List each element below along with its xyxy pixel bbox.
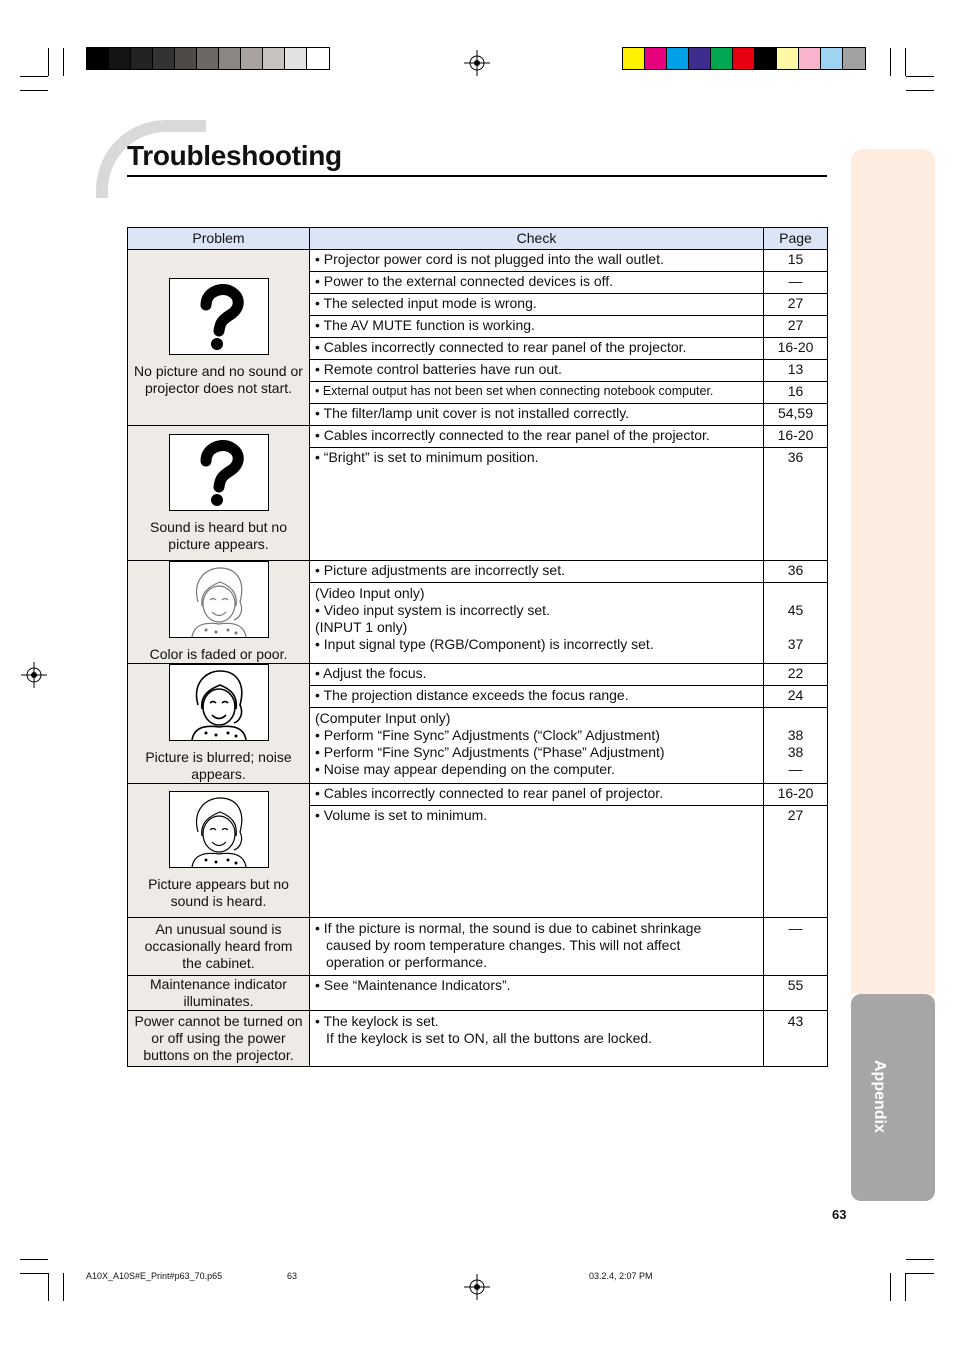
check-cell: • The projection distance exceeds the focus range. xyxy=(310,686,764,708)
registration-mark-icon xyxy=(464,50,490,76)
problem-text: Color is faded or poor. xyxy=(149,646,288,662)
check-cell xyxy=(310,918,764,976)
problem-cell xyxy=(128,1011,310,1067)
page-cell xyxy=(764,708,828,784)
table-row xyxy=(128,250,828,272)
problem-text: No picture and no sound or projector does not start. xyxy=(134,363,303,396)
table-row xyxy=(128,976,828,1011)
crop-mark xyxy=(906,76,934,77)
color-swatch xyxy=(263,48,285,69)
problem-cell xyxy=(128,784,310,918)
check-line: (Computer Input only) xyxy=(315,710,451,726)
page-cell: 27 xyxy=(764,316,828,338)
problem-text: Picture appears but no sound is heard. xyxy=(148,876,289,909)
page-cell: 27 xyxy=(764,294,828,316)
page-cell: 16-20 xyxy=(764,784,828,806)
problem-text: Sound is heard but no picture appears. xyxy=(150,518,287,552)
color-swatch xyxy=(623,48,645,69)
color-swatch xyxy=(153,48,175,69)
header-problem: Problem xyxy=(128,228,310,250)
question-mark-icon xyxy=(169,434,269,511)
page-number: 63 xyxy=(832,1207,847,1222)
page-cell xyxy=(764,583,828,664)
crop-mark xyxy=(890,1273,891,1301)
page-ref: 38 xyxy=(787,727,804,743)
side-tab-label: Appendix xyxy=(871,1060,888,1133)
problem-cell xyxy=(128,561,310,664)
page-ref xyxy=(769,710,822,727)
side-tab-appendix xyxy=(851,994,935,1201)
check-cell: • Picture adjustments are incorrectly set. xyxy=(310,561,764,583)
side-tab-background xyxy=(851,149,935,994)
page-cell: 22 xyxy=(764,664,828,686)
check-line: • The keylock is set. xyxy=(315,1013,439,1029)
page-ref: — xyxy=(788,761,803,777)
header-page: Page xyxy=(764,228,828,250)
page-cell: 24 xyxy=(764,686,828,708)
check-cell: • Projector power cord is not plugged into the wall outlet. xyxy=(310,250,764,272)
table-header-row xyxy=(128,228,828,250)
crop-mark xyxy=(63,48,64,76)
check-cell: • Cables incorrectly connected to rear panel of projector. xyxy=(310,784,764,806)
page-cell: 36 xyxy=(764,448,828,561)
color-swatch xyxy=(645,48,667,69)
check-cell: • See “Maintenance Indicators”. xyxy=(310,976,764,1011)
color-swatch xyxy=(197,48,219,69)
check-line: caused by room temperature changes. This will not affect xyxy=(326,937,681,953)
check-cell: • Volume is set to minimum. xyxy=(310,806,764,918)
girl-icon xyxy=(169,791,269,868)
page-ref xyxy=(769,619,822,636)
table-row xyxy=(128,918,828,976)
page-title: Troubleshooting xyxy=(127,140,342,171)
problem-cell xyxy=(128,250,310,426)
crop-mark xyxy=(48,1273,49,1301)
footer-filename: A10X_A10S#E_Print#p63_70.p65 xyxy=(86,1271,223,1281)
page-cell: 16 xyxy=(764,382,828,404)
check-cell: • Cables incorrectly connected to rear panel of the projector. xyxy=(310,338,764,360)
page-cell: 54,59 xyxy=(764,404,828,426)
problem-text: Maintenance indicator illuminates. xyxy=(150,976,287,1009)
color-swatch xyxy=(843,48,865,69)
page-ref: — xyxy=(788,920,803,936)
registration-mark-icon xyxy=(464,1274,490,1300)
page-ref: 45 xyxy=(787,602,804,618)
color-swatch xyxy=(777,48,799,69)
problem-cell xyxy=(128,976,310,1011)
table-row xyxy=(128,784,828,806)
table-row xyxy=(128,561,828,583)
crop-mark xyxy=(20,1273,48,1274)
check-line: • Video input system is incorrectly set. xyxy=(315,602,550,618)
gray-calibration-bar xyxy=(86,47,330,70)
color-swatch xyxy=(689,48,711,69)
check-line: • Noise may appear depending on the computer. xyxy=(315,761,615,777)
check-cell: • The filter/lamp unit cover is not installed correctly. xyxy=(310,404,764,426)
problem-text: Power cannot be turned on or off using the power buttons on the projector. xyxy=(134,1013,303,1063)
check-cell: • The AV MUTE function is working. xyxy=(310,316,764,338)
check-line: (Video Input only) xyxy=(315,585,425,601)
check-cell: • The selected input mode is wrong. xyxy=(310,294,764,316)
crop-mark xyxy=(20,76,48,77)
footer-page: 63 xyxy=(287,1271,298,1281)
page-ref: 37 xyxy=(787,636,804,652)
check-cell: • Remote control batteries have run out. xyxy=(310,360,764,382)
page-ref: 38 xyxy=(787,744,804,760)
table-row xyxy=(128,1011,828,1067)
page-cell: 13 xyxy=(764,360,828,382)
color-swatch xyxy=(799,48,821,69)
crop-mark xyxy=(890,48,891,76)
check-line: If the keylock is set to ON, all the buttons are locked. xyxy=(326,1030,653,1046)
page-cell: 55 xyxy=(764,976,828,1011)
crop-mark xyxy=(905,1273,906,1301)
color-swatch xyxy=(285,48,307,69)
page-ref xyxy=(769,585,822,602)
check-cell xyxy=(310,583,764,664)
table-row xyxy=(128,426,828,448)
color-swatch xyxy=(307,48,329,69)
color-swatch xyxy=(109,48,131,69)
crop-mark xyxy=(906,1273,934,1274)
color-swatch xyxy=(755,48,777,69)
troubleshooting-table xyxy=(127,227,828,1067)
crop-mark xyxy=(48,48,49,76)
color-swatch xyxy=(667,48,689,69)
check-cell xyxy=(310,708,764,784)
page-cell xyxy=(764,1011,828,1067)
problem-text: An unusual sound is occasionally heard from the cabinet. xyxy=(144,921,293,971)
question-mark-icon xyxy=(169,278,269,355)
check-cell: • Adjust the focus. xyxy=(310,664,764,686)
footer-date: 03.2.4, 2:07 PM xyxy=(589,1271,653,1281)
page-cell: 16-20 xyxy=(764,338,828,360)
check-cell: • “Bright” is set to minimum position. xyxy=(310,448,764,561)
color-swatch xyxy=(87,48,109,69)
title-underline xyxy=(127,175,827,177)
check-line: • Perform “Fine Sync” Adjustments (“Clock” Adjustment) xyxy=(315,727,660,743)
header-check: Check xyxy=(310,228,764,250)
color-swatch xyxy=(733,48,755,69)
problem-cell xyxy=(128,426,310,561)
check-cell: • Power to the external connected devices is off. xyxy=(310,272,764,294)
page-cell: 16-20 xyxy=(764,426,828,448)
table-row xyxy=(128,664,828,686)
check-line: • Input signal type (RGB/Component) is incorrectly set. xyxy=(315,636,654,652)
color-swatch xyxy=(175,48,197,69)
check-line: • If the picture is normal, the sound is due to cabinet shrinkage xyxy=(315,920,702,936)
check-cell: • Cables incorrectly connected to the rear panel of the projector. xyxy=(310,426,764,448)
color-swatch xyxy=(131,48,153,69)
faded-girl-icon xyxy=(169,561,269,638)
crop-mark xyxy=(906,1259,934,1260)
color-swatch xyxy=(241,48,263,69)
check-line: (INPUT 1 only) xyxy=(315,619,408,635)
problem-cell xyxy=(128,918,310,976)
page-cell: 36 xyxy=(764,561,828,583)
problem-text: Picture is blurred; noise appears. xyxy=(145,749,292,782)
crop-mark xyxy=(905,48,906,76)
page-cell: 15 xyxy=(764,250,828,272)
problem-cell xyxy=(128,664,310,784)
check-line: operation or performance. xyxy=(326,954,488,970)
crop-mark xyxy=(63,1273,64,1301)
page-cell xyxy=(764,918,828,976)
registration-mark-icon xyxy=(21,662,47,688)
crop-mark xyxy=(906,90,934,91)
color-swatch xyxy=(711,48,733,69)
color-swatch xyxy=(219,48,241,69)
blurred-girl-icon xyxy=(169,664,269,741)
crop-mark xyxy=(20,90,48,91)
page-cell: 27 xyxy=(764,806,828,918)
page-cell: — xyxy=(764,272,828,294)
color-calibration-bar xyxy=(622,47,866,70)
crop-mark xyxy=(20,1259,48,1260)
check-cell: • External output has not been set when connecting notebook computer. xyxy=(310,382,764,404)
check-cell xyxy=(310,1011,764,1067)
color-swatch xyxy=(821,48,843,69)
page-ref: 43 xyxy=(787,1013,804,1029)
check-line: • Perform “Fine Sync” Adjustments (“Phase” Adjustment) xyxy=(315,744,665,760)
